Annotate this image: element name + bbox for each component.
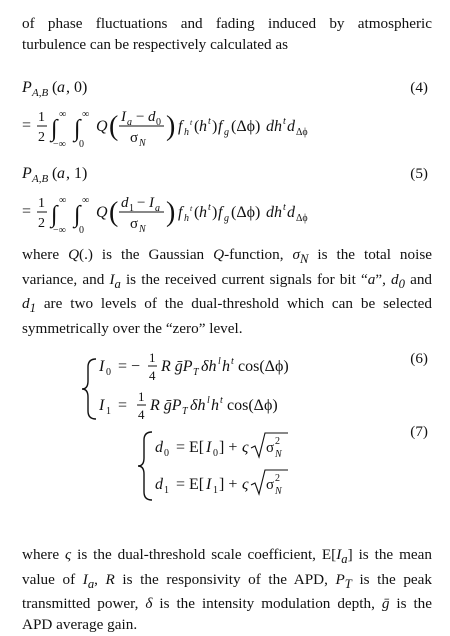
svg-text:0: 0 — [106, 367, 111, 378]
svg-text:0: 0 — [213, 448, 218, 459]
svg-text:1: 1 — [138, 389, 145, 404]
svg-text:): ) — [166, 111, 176, 142]
equation-5 — [21, 165, 308, 236]
svg-text:σ: σ — [266, 477, 275, 493]
svg-text:] +: ] + — [219, 476, 238, 493]
svg-text:I: I — [99, 358, 105, 375]
svg-text:A,B: A,B — [32, 173, 49, 185]
svg-text:(: ( — [194, 204, 200, 221]
svg-text:R ḡP: R ḡP — [150, 397, 182, 414]
svg-text:1: 1 — [213, 485, 218, 496]
equation-number-7: (7) — [410, 423, 428, 440]
svg-text:Q: Q — [96, 204, 108, 221]
svg-text:∫: ∫ — [51, 202, 58, 228]
svg-text:∫: ∫ — [74, 116, 81, 142]
equation-7 — [138, 432, 288, 500]
svg-text:0: 0 — [164, 448, 169, 459]
svg-text:R ḡP: R ḡP — [161, 358, 193, 375]
svg-text:N: N — [139, 138, 146, 149]
equation-4 — [21, 79, 308, 150]
svg-text:, 1): , 1) — [66, 165, 88, 182]
svg-text:(: ( — [109, 197, 119, 228]
svg-text:t: t — [208, 116, 211, 127]
svg-text:σ: σ — [130, 130, 139, 146]
svg-text:): ) — [166, 197, 176, 228]
svg-text:t: t — [190, 204, 193, 213]
svg-text:d: d — [287, 204, 295, 221]
svg-text:] +: ] + — [219, 439, 238, 456]
svg-text:d: d — [121, 195, 129, 211]
svg-text:t: t — [208, 202, 211, 213]
svg-text:=: = — [118, 397, 128, 414]
equation-number-5: (5) — [410, 165, 428, 182]
svg-text:d: d — [155, 439, 163, 456]
equation-number-6: (6) — [410, 350, 428, 367]
svg-text:=: = — [22, 117, 32, 134]
svg-text:=: = — [22, 203, 32, 220]
svg-text:l: l — [207, 395, 210, 406]
equation-number-4: (4) — [410, 79, 428, 96]
svg-text:= E[: = E[ — [176, 476, 205, 493]
svg-text:a: a — [155, 203, 160, 214]
paragraph-q-function: where Q(.) is the Gaussian Q-function, $\sigma_N$ is the total noise variance, and $I_a$ is the received current signals for bit “a”, $d_0$ and $d_1$ are two levels of the dual-threshold which can be selected symmetrically over the “zero” level. — [22, 246, 433, 337]
svg-text:0: 0 — [156, 117, 161, 128]
svg-text:h: h — [184, 127, 189, 138]
svg-text:): ) — [212, 204, 218, 221]
equation-6 — [82, 350, 289, 422]
svg-text:f: f — [178, 204, 183, 221]
svg-text:−∞: −∞ — [53, 139, 66, 150]
svg-text:a: a — [57, 79, 65, 96]
svg-text:= −: = − — [118, 358, 141, 375]
svg-text:σ: σ — [130, 216, 139, 232]
svg-text:I: I — [121, 109, 126, 125]
svg-text:1: 1 — [38, 110, 45, 125]
svg-text:∞: ∞ — [82, 109, 90, 120]
svg-text:a: a — [57, 165, 65, 182]
svg-text:4: 4 — [149, 368, 156, 383]
svg-text:0: 0 — [79, 225, 84, 236]
svg-text:h: h — [199, 118, 207, 135]
svg-text:1: 1 — [164, 485, 169, 496]
svg-text:N: N — [139, 224, 146, 235]
paragraph-definitions: where ς is the dual-threshold scale coefficient, $E[I_a]$ is the mean value of $I_a$, R is the responsivity of the APD, $P_T$ is the peak transmitted power, δ is the intensity modulation depth, ḡ is the APD average gain. — [22, 546, 433, 633]
svg-text:l: l — [218, 356, 221, 367]
svg-text:(: ( — [194, 118, 200, 135]
svg-text:d: d — [148, 109, 156, 125]
svg-text:(Δϕ): (Δϕ) — [231, 204, 261, 221]
svg-text:Q: Q — [96, 118, 108, 135]
svg-text:t: t — [283, 202, 286, 213]
svg-text:σ: σ — [266, 440, 275, 456]
svg-text:∫: ∫ — [74, 202, 81, 228]
svg-text:2: 2 — [275, 436, 280, 447]
svg-text:2: 2 — [275, 473, 280, 484]
svg-text:N: N — [275, 449, 282, 460]
svg-text:(: ( — [109, 111, 119, 142]
svg-text:T: T — [182, 406, 188, 417]
svg-text:−: − — [137, 195, 146, 211]
svg-text:t: t — [283, 116, 286, 127]
svg-text:d: d — [155, 476, 163, 493]
svg-text:δh: δh — [201, 358, 217, 375]
svg-text:2: 2 — [38, 130, 45, 145]
svg-text:4: 4 — [138, 407, 145, 422]
svg-text:P: P — [22, 165, 32, 182]
svg-text:∫: ∫ — [51, 116, 58, 142]
svg-text:g: g — [224, 127, 229, 138]
svg-text:I: I — [206, 439, 212, 456]
svg-text:a: a — [127, 117, 132, 128]
svg-text:P: P — [22, 79, 32, 96]
svg-text:cos(Δϕ): cos(Δϕ) — [227, 397, 278, 414]
svg-text:1: 1 — [149, 350, 156, 365]
svg-text:h: h — [211, 397, 219, 414]
svg-text:(Δϕ): (Δϕ) — [231, 118, 261, 135]
svg-text:h: h — [222, 358, 230, 375]
svg-text:A,B: A,B — [32, 87, 49, 99]
svg-text:cos(Δϕ): cos(Δϕ) — [238, 358, 289, 375]
paragraph-intro: of phase fluctuations and fading induced by atmospheric turbulence can be respectively calculated as — [22, 15, 432, 53]
svg-text:t: t — [190, 118, 193, 127]
svg-text:g: g — [224, 213, 229, 224]
svg-text:dh: dh — [266, 118, 282, 135]
svg-text:∞: ∞ — [59, 109, 67, 120]
svg-text:ς: ς — [242, 476, 249, 493]
svg-text:1: 1 — [106, 406, 111, 417]
svg-text:d: d — [287, 118, 295, 135]
svg-text:∞: ∞ — [59, 195, 67, 206]
svg-text:I: I — [149, 195, 154, 211]
svg-text:I: I — [99, 397, 105, 414]
svg-text:Δϕ: Δϕ — [296, 127, 308, 138]
svg-text:dh: dh — [266, 204, 282, 221]
svg-text:f: f — [218, 118, 223, 135]
svg-text:1: 1 — [38, 196, 45, 211]
svg-text:Δϕ: Δϕ — [296, 213, 308, 224]
svg-text:0: 0 — [79, 139, 84, 150]
svg-text:δh: δh — [190, 397, 206, 414]
svg-text:ς: ς — [242, 439, 249, 456]
svg-text:h: h — [184, 213, 189, 224]
svg-text:1: 1 — [129, 203, 134, 214]
svg-text:∞: ∞ — [82, 195, 90, 206]
svg-text:−: − — [136, 109, 145, 125]
svg-text:= E[: = E[ — [176, 439, 205, 456]
svg-text:(: ( — [52, 165, 58, 182]
svg-text:t: t — [231, 356, 234, 367]
svg-text:f: f — [178, 118, 183, 135]
svg-text:I: I — [206, 476, 212, 493]
svg-text:T: T — [193, 367, 199, 378]
svg-text:−∞: −∞ — [53, 225, 66, 236]
svg-text:2: 2 — [38, 216, 45, 231]
svg-text:(: ( — [52, 79, 58, 96]
svg-text:t: t — [220, 395, 223, 406]
svg-text:N: N — [275, 486, 282, 497]
svg-text:, 0): , 0) — [66, 79, 88, 96]
svg-text:f: f — [218, 204, 223, 221]
svg-text:h: h — [199, 204, 207, 221]
svg-text:): ) — [212, 118, 218, 135]
